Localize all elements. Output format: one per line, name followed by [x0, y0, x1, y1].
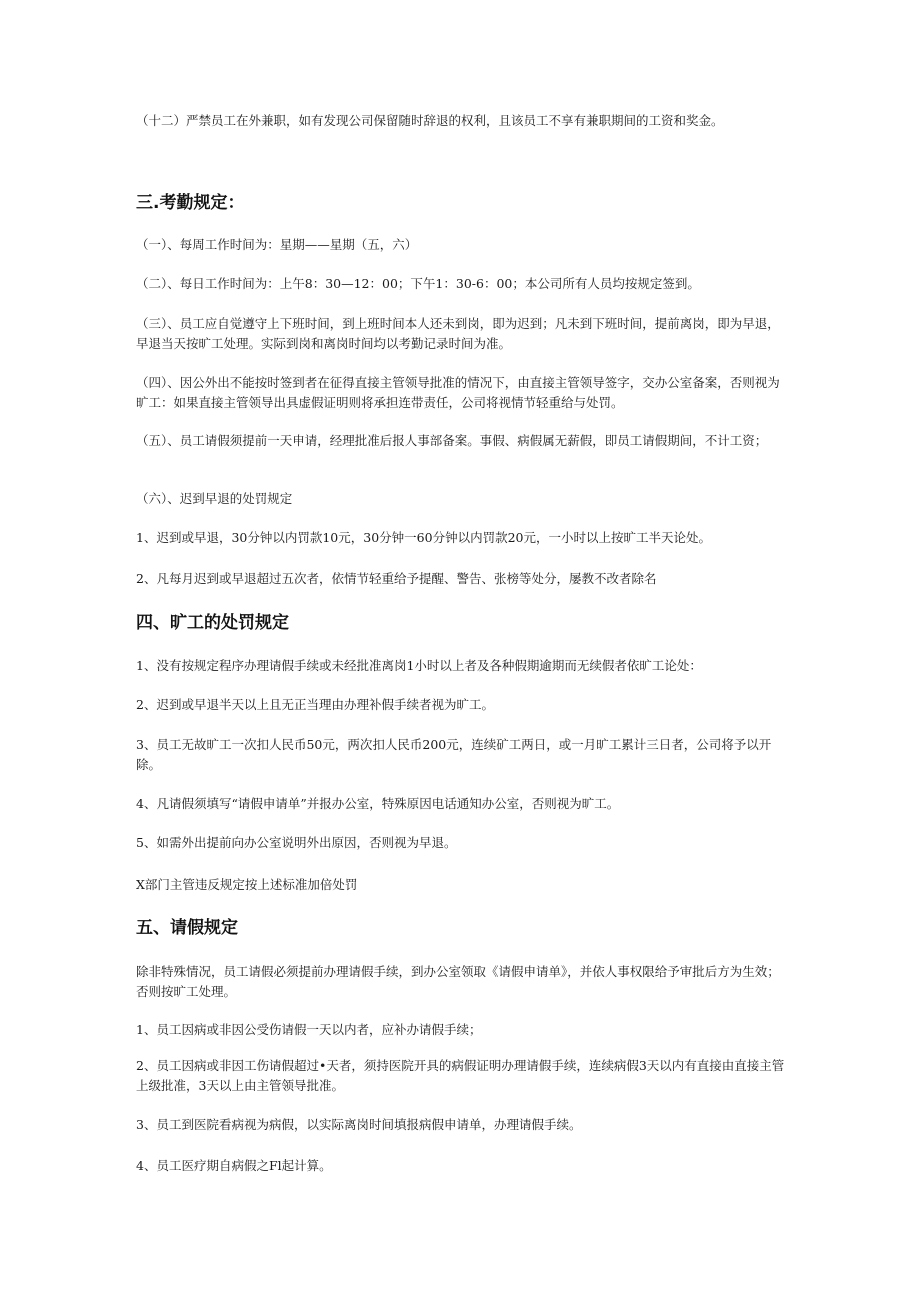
absenteeism-rule-supervisor: X部门主管违反规定按上述标准加倍处罚 — [136, 877, 358, 892]
attendance-item-3: （三）、员工应自觉遵守上下班时间，到上班时间本人还未到岗，即为迟到；凡未到下班时间，提前离岗，即为早退，早退当天按旷工处理。实际到岗和离岗时间均以考勤记录时间为准。 — [136, 316, 780, 351]
late-penalty-rule-1: 1、迟到或早退，30分钟以内罚款10元，30分钟一60分钟以内罚款20元，一小时以上按旷工半天论处。 — [136, 530, 711, 545]
section-heading-absenteeism: 四、旷工的处罚规定 — [136, 613, 289, 633]
paragraph-rule-12: （十二）严禁员工在外兼职，如有发现公司保留随时辞退的权利，且该员工不享有兼职期间的工资和奖金。 — [136, 113, 724, 128]
leave-rule-1: 1、员工因病或非因公受伤请假一天以内者，应补办请假手续； — [136, 1022, 482, 1037]
late-penalty-rule-2: 2、凡每月迟到或早退超过五次者，依情节轻重给予提醒、警告、张榜等处分，屡教不改者除名 — [136, 571, 657, 586]
absenteeism-rule-1: 1、没有按规定程序办理请假手续或未经批准离岗1小时以上者及各种假期逾期而无续假者依旷工论处： — [136, 658, 702, 673]
absenteeism-rule-5: 5、如需外出提前向办公室说明外出原因，否则视为早退。 — [136, 835, 457, 850]
absenteeism-rule-4: 4、凡请假须填写“请假申请单”并报办公室，特殊原因电话通知办公室，否则视为旷工。 — [136, 796, 620, 811]
leave-rule-4: 4、员工医疗期自病假之Fl起计算。 — [136, 1158, 332, 1173]
attendance-item-1: （一）、每周工作时间为：星期——星期（五，六） — [136, 237, 418, 252]
attendance-item-5: （五）、员工请假须提前一天申请，经理批准后报人事部备案。事假、病假属无薪假，即员工请假期间，不计工资； — [136, 433, 768, 448]
leave-rule-2: 2、员工因病或非因工伤请假超过•天者，须持医院开具的病假证明办理请假手续，连续病假3天以内有直接由直接主管上级批准，3天以上由主管领导批准。 — [136, 1058, 785, 1093]
leave-intro: 除非特殊情况，员工请假必须提前办理请假手续，到办公室领取《请假申请单》，并依人事权限给予审批后方为生效；否则按旷工处理。 — [136, 964, 780, 999]
absenteeism-rule-3: 3、员工无故旷工一次扣人民币50元，两次扣人民币200元，连续矿工两日，或一月旷工累计三日者，公司将予以开除。 — [136, 737, 772, 772]
section-heading-leave: 五、请假规定 — [136, 918, 238, 938]
attendance-item-6: （六）、迟到早退的处罚规定 — [136, 491, 293, 506]
attendance-item-2: （二）、每日工作时间为：上午8：30—12：00；下午1：30-6：00；本公司所有人员均按规定签到。 — [136, 276, 700, 291]
leave-rule-3: 3、员工到医院看病视为病假，以实际离岗时间填报病假申请单，办理请假手续。 — [136, 1117, 582, 1132]
absenteeism-rule-2: 2、迟到或早退半天以上且无正当理由办理补假手续者视为旷工。 — [136, 697, 494, 712]
attendance-item-4: （四）、因公外出不能按时签到者在征得直接主管领导批准的情况下，由直接主管领导签字，交办公室备案，否则视为旷工：如果直接主管领导出具虚假证明则将承担连带责任，公司将视情节轻重给与处罚。 — [136, 375, 780, 410]
section-heading-attendance: 三.考勤规定： — [136, 193, 245, 213]
